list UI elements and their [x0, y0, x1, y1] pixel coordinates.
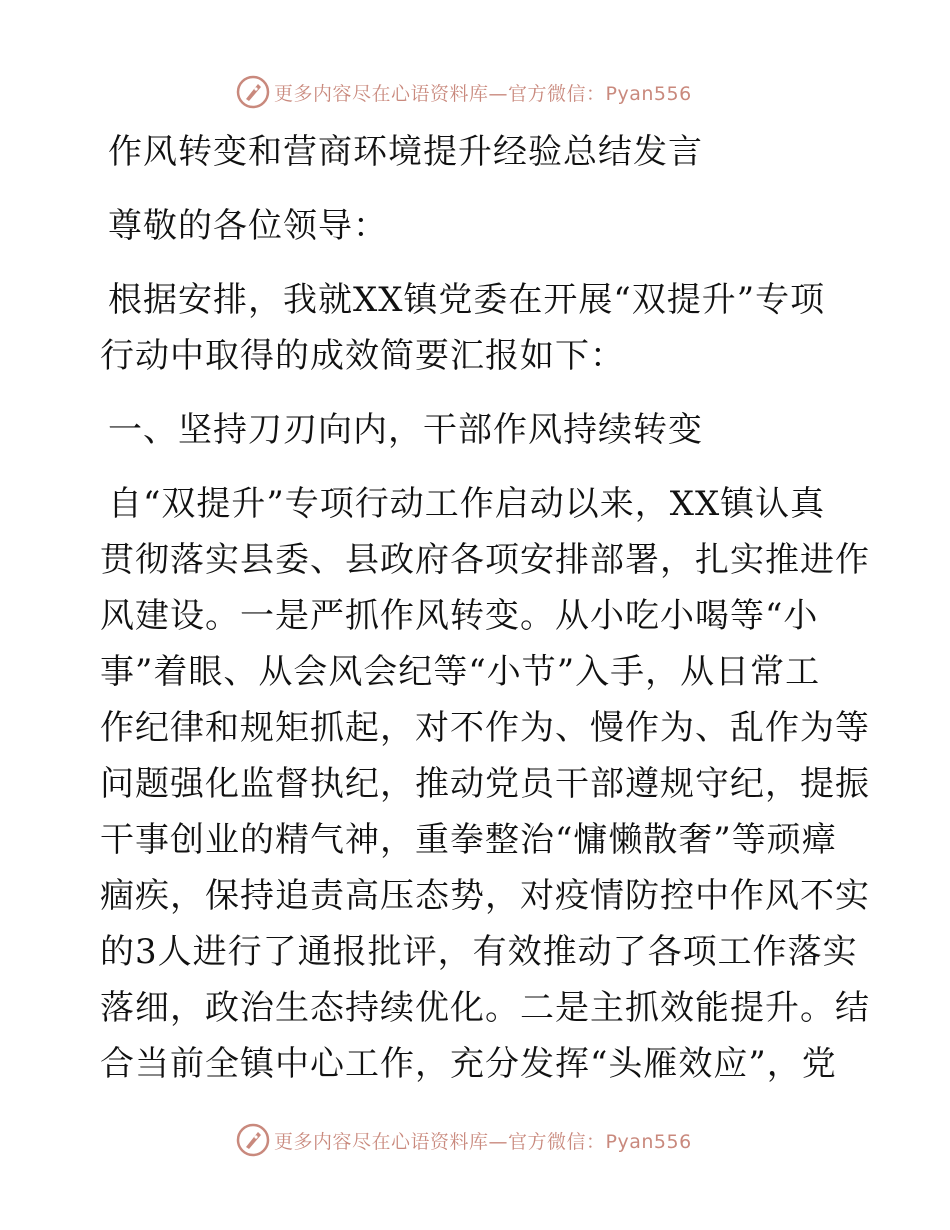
paragraph-line: 落细，政治生态持续优化。二是主抓效能提升。结 [100, 988, 870, 1028]
intro-line: 行动中取得的成效简要汇报如下： [100, 336, 625, 376]
section-heading: 一、坚持刀刃向内，干部作风持续转变 [108, 410, 703, 450]
paragraph-line: 痼疾，保持追责高压态势，对疫情防控中作风不实 [100, 876, 870, 916]
paragraph-line: 事”着眼、从会风会纪等“小节”入手，从日常工 [100, 652, 821, 692]
document-body [100, 124, 870, 1092]
pen-nib-logo-icon [236, 75, 270, 109]
paragraph-line: 的3人进行了通报批评，有效推动了各项工作落实 [100, 932, 858, 972]
watermark-text: 更多内容尽在心语资料库—官方微信：Pyan556 [274, 1130, 692, 1153]
paragraph-line: 风建设。一是严抓作风转变。从小吃小喝等“小 [100, 596, 819, 636]
document-title: 作风转变和营商环境提升经验总结发言 [108, 132, 703, 172]
paragraph-line: 贯彻落实县委、县政府各项安排部署，扎实推进作 [100, 540, 870, 580]
paragraph-line: 问题强化监督执纪，推动党员干部遵规守纪，提振 [100, 764, 870, 804]
paragraph-line: 自“双提升”专项行动工作启动以来，XX镇认真 [108, 484, 826, 524]
watermark-text: 更多内容尽在心语资料库—官方微信：Pyan556 [274, 82, 692, 105]
paragraph-line: 作纪律和规矩抓起，对不作为、慢作为、乱作为等 [100, 708, 870, 748]
paragraph-line: 干事创业的精气神，重拳整治“慵懒散奢”等顽瘴 [100, 820, 837, 860]
intro-line: 根据安排，我就XX镇党委在开展“双提升”专项 [108, 280, 826, 320]
paragraph-line: 合当前全镇中心工作，充分发挥“头雁效应”，党 [100, 1044, 837, 1084]
watermark-banner-top [236, 72, 692, 112]
watermark-banner-bottom [236, 1120, 692, 1160]
pen-nib-logo-icon [236, 1123, 270, 1157]
salutation: 尊敬的各位领导： [108, 206, 388, 246]
